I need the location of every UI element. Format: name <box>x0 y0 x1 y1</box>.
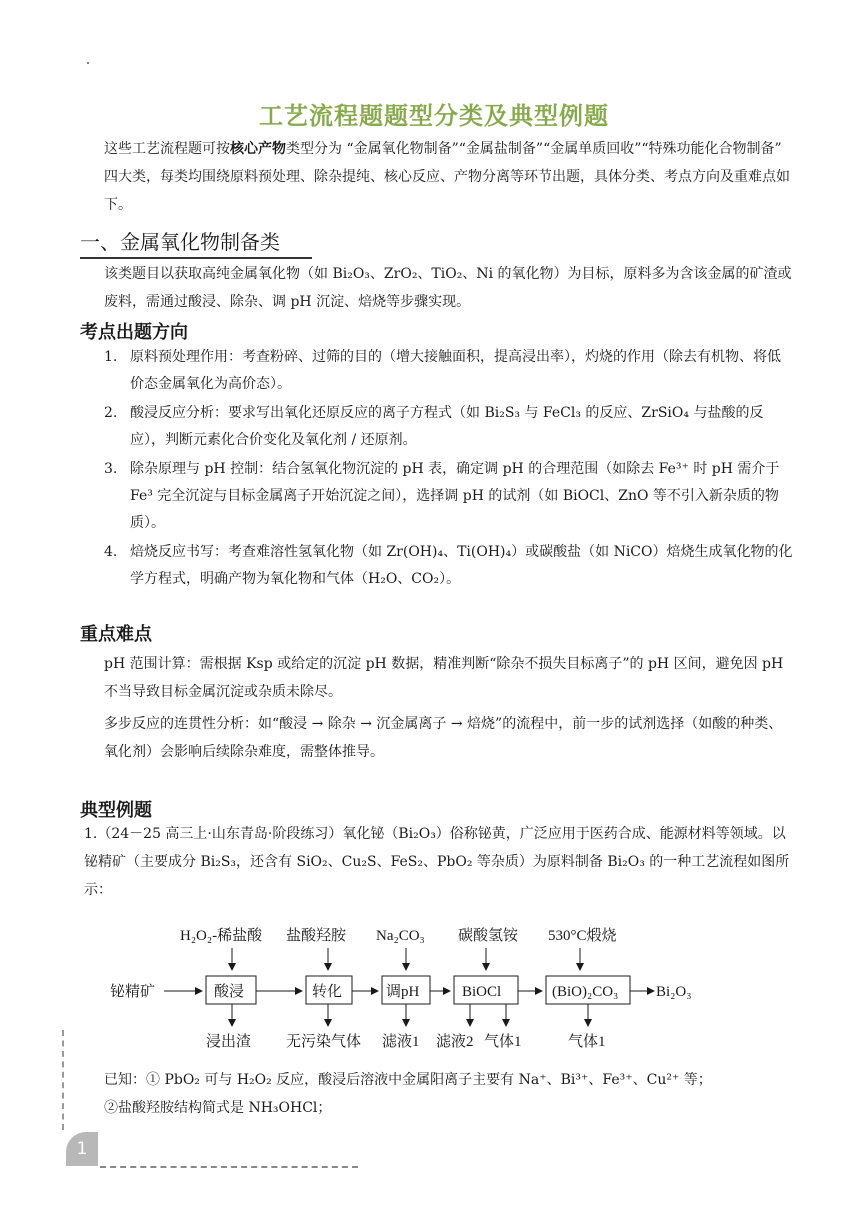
output-label: 气体1 <box>484 1034 522 1050</box>
item-number: 4. <box>104 544 118 560</box>
intro-post: 类型分为 “金属氧化物制备”“金属盐制备”“金属单质回收”“特殊功能化合物制备” 四大类，每类均围绕原料预处理、除杂提纯、核心反应、产物分离等环节出题，具体分类、考点方向及重难点如下。 <box>104 141 790 213</box>
section-body: 该类题目以获取高纯金属氧化物（如 Bi₂O₃、ZrO₂、TiO₂、Ni 的氧化物）为目标，原料多为含该金属的矿渣或废料，需通过酸浸、除杂、调 pH 沉淀、焙烧等步骤实现。 <box>104 266 792 310</box>
process-flow-diagram <box>110 918 710 1058</box>
item-text: 酸浸反应分析：要求写出氧化还原反应的离子方程式（如 Bi₂S₃ 与 FeCl₃ 的反应、ZrSiO₄ 与盐酸的反应），判断元素化合价变化及氧化剂 / 还原剂。 <box>130 405 764 448</box>
exam-direction-list <box>104 344 794 595</box>
list-item <box>104 456 794 537</box>
examples-heading: 典型例题 <box>80 800 152 821</box>
product-label: Bi₂O₃ <box>656 984 692 1000</box>
start-material-label: 铋精矿 <box>110 984 156 1000</box>
key-points-heading: 重点难点 <box>80 624 152 645</box>
item-text: 焙烧反应书写：考查难溶性氢氧化物（如 Zr(OH)₄、Ti(OH)₄）或碳酸盐（如 NiCO）焙烧生成氧化物的化学方程式，明确产物为氧化物和气体（H₂O、CO₂）。 <box>130 544 793 587</box>
step-label: 酸浸 <box>214 984 245 1000</box>
page-number: 1 <box>66 1132 98 1166</box>
item-text: 除杂原理与 pH 控制：结合氢氧化物沉淀的 pH 表，确定调 pH 的合理范围（如除去 Fe³⁺ 时 pH 需介于 Fe³ 完全沉淀与目标金属离子开始沉淀之间），选择调 pH 的试剂（如 BiOCl、ZnO 等不引入新杂质的物质）。 <box>130 461 780 531</box>
reagent-label: 盐酸羟胺 <box>286 928 347 944</box>
page-title: 工艺流程题题型分类及典型例题 <box>259 102 609 130</box>
margin-dot <box>87 62 89 64</box>
intro-bold: 核心产物 <box>230 141 286 157</box>
output-label: 无污染气体 <box>286 1034 362 1050</box>
step-label: 调pH <box>386 984 420 1000</box>
list-item <box>104 344 794 398</box>
step-label: (BiO)₂CO₃ <box>552 984 619 1000</box>
reagent-label: 碳酸氢铵 <box>458 928 519 944</box>
output-label: 滤液1 <box>382 1034 420 1050</box>
section-heading: 一、金属氧化物制备类 <box>80 226 312 259</box>
item-number: 1. <box>104 349 118 365</box>
reagent-label: H₂O₂-稀盐酸 <box>180 928 263 944</box>
key-point-1: pH 范围计算：需根据 Ksp 或给定的沉淀 pH 数据，精准判断“除杂不损失目标离子”的 pH 区间，避免因 pH 不当导致目标金属沉淀或杂质未除尽。 <box>104 656 784 700</box>
key-point-2: 多步反应的连贯性分析：如“酸浸 → 除杂 → 沉金属离子 → 焙烧”的流程中，前一步的试剂选择（如酸的种类、氧化剂）会影响后续除杂难度，需整体推导。 <box>104 716 783 760</box>
item-number: 3. <box>104 461 118 477</box>
known-condition-2: ②盐酸羟胺结构简式是 NH₃OHCl； <box>104 1100 332 1116</box>
list-item <box>104 400 794 454</box>
intro-pre: 这些工艺流程题可按 <box>104 141 230 157</box>
step-label: BiOCl <box>462 984 502 1000</box>
output-label: 气体1 <box>568 1034 606 1050</box>
margin-dashed-line <box>62 1030 64 1130</box>
step-label: 转化 <box>312 984 343 1000</box>
exam-direction-heading: 考点出题方向 <box>80 322 188 343</box>
list-item <box>104 539 794 593</box>
reagent-label: Na₂CO₃ <box>376 928 425 944</box>
item-number: 2. <box>104 405 118 421</box>
output-label: 浸出渣 <box>206 1034 252 1050</box>
intro-paragraph <box>104 135 794 219</box>
footer-dashed-line <box>100 1166 358 1168</box>
reagent-label: 530°C煅烧 <box>548 928 617 944</box>
known-condition-1: 已知：① PbO₂ 可与 H₂O₂ 反应，酸浸后溶液中金属阳离子主要有 Na⁺、Bi³⁺、Fe³⁺、Cu²⁺ 等； <box>104 1072 712 1088</box>
example-question-1: 1.（24－25 高三上·山东青岛·阶段练习）氧化铋（Bi₂O₃）俗称铋黄，广泛应用于医药合成、能源材料等领域。以铋精矿（主要成分 Bi₂S₃，还含有 SiO₂、Cu₂S、FeS₂、PbO₂ 等杂质）为原料制备 Bi₂O₃ 的一种工艺流程如图所示： <box>84 826 790 898</box>
item-text: 原料预处理作用：考查粉碎、过筛的目的（增大接触面积，提高浸出率），灼烧的作用（除去有机物、将低价态金属氧化为高价态）。 <box>130 349 781 392</box>
output-label: 滤液2 <box>436 1034 474 1050</box>
